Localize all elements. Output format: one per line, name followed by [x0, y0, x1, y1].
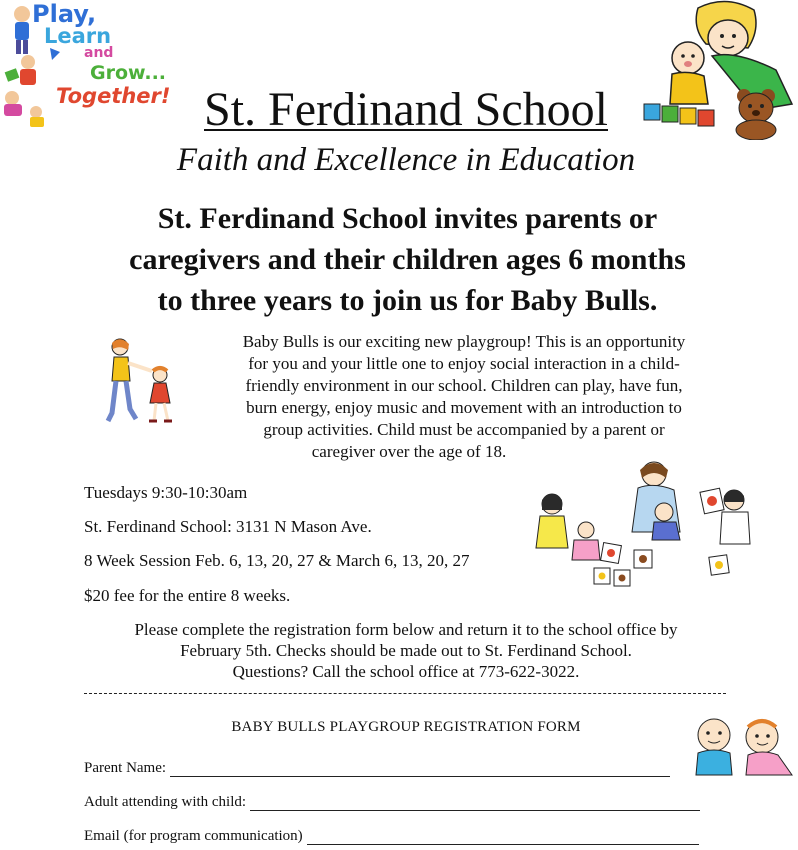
logo-word-learn: Learn — [44, 24, 112, 48]
description-line: caregiver over the age of 18. — [311, 442, 507, 461]
location-text: St. Ferdinand School: 3131 N Mason Ave. — [84, 517, 372, 536]
parent-name-field[interactable] — [170, 762, 670, 777]
logo-word-together: Together! — [56, 84, 171, 108]
schedule-text: Tuesdays 9:30-10:30am — [84, 483, 248, 502]
description-line: friendly environment in our school. Children can play, have fun, — [245, 376, 683, 395]
invitation-headline — [60, 198, 755, 321]
playgroup-description — [210, 331, 718, 463]
registration-form-title: BABY BULLS PLAYGROUP REGISTRATION FORM — [231, 719, 581, 735]
logo-word-play: Play, — [32, 0, 97, 28]
logo-word-and: and — [84, 45, 114, 61]
parent-name-label: Parent Name: — [84, 760, 167, 776]
teacher-children-cards-illustration — [534, 456, 756, 588]
school-tagline: Faith and Excellence in Education — [176, 142, 636, 178]
adult-attending-label: Adult attending with child: — [84, 794, 247, 810]
two-babies-illustration — [686, 713, 796, 785]
instructions-line: Please complete the registration form below and return it to the school office by — [134, 620, 678, 639]
email-field[interactable] — [307, 830, 699, 845]
fee-text: $20 fee for the entire 8 weeks. — [84, 586, 291, 605]
registration-instructions — [40, 619, 772, 682]
instructions-line: Questions? Call the school office at 773-622-3022. — [232, 662, 580, 681]
description-line: burn energy, enjoy music and movement with an introduction to — [246, 398, 682, 417]
email-field-row — [84, 827, 699, 845]
description-line: for you and your little one to enjoy social interaction in a child- — [248, 354, 680, 373]
description-line: group activities. Child must be accompanied by a parent or — [263, 420, 665, 439]
adult-attending-field-row — [84, 793, 700, 811]
headline-line: to three years to join us for Baby Bulls. — [157, 284, 658, 317]
cut-line-divider — [84, 693, 726, 694]
instructions-line: February 5th. Checks should be made out to St. Ferdinand School. — [180, 641, 632, 660]
school-name-text: St. Ferdinand School — [204, 83, 608, 136]
headline-line: St. Ferdinand School invites parents or — [157, 202, 658, 235]
session-dates-text: 8 Week Session Feb. 6, 13, 20, 27 & March 6, 13, 20, 27 — [84, 551, 470, 570]
email-label: Email (for program communication) — [84, 828, 303, 844]
logo-word-grow: Grow... — [90, 62, 167, 84]
parent-name-field-row — [84, 759, 670, 777]
school-name-title — [0, 84, 798, 136]
mother-daughter-dancing-illustration — [96, 337, 188, 429]
headline-line: caregivers and their children ages 6 months — [129, 243, 686, 276]
adult-attending-field[interactable] — [250, 796, 700, 811]
description-line: Baby Bulls is our exciting new playgroup! This is an opportunity — [242, 332, 686, 351]
